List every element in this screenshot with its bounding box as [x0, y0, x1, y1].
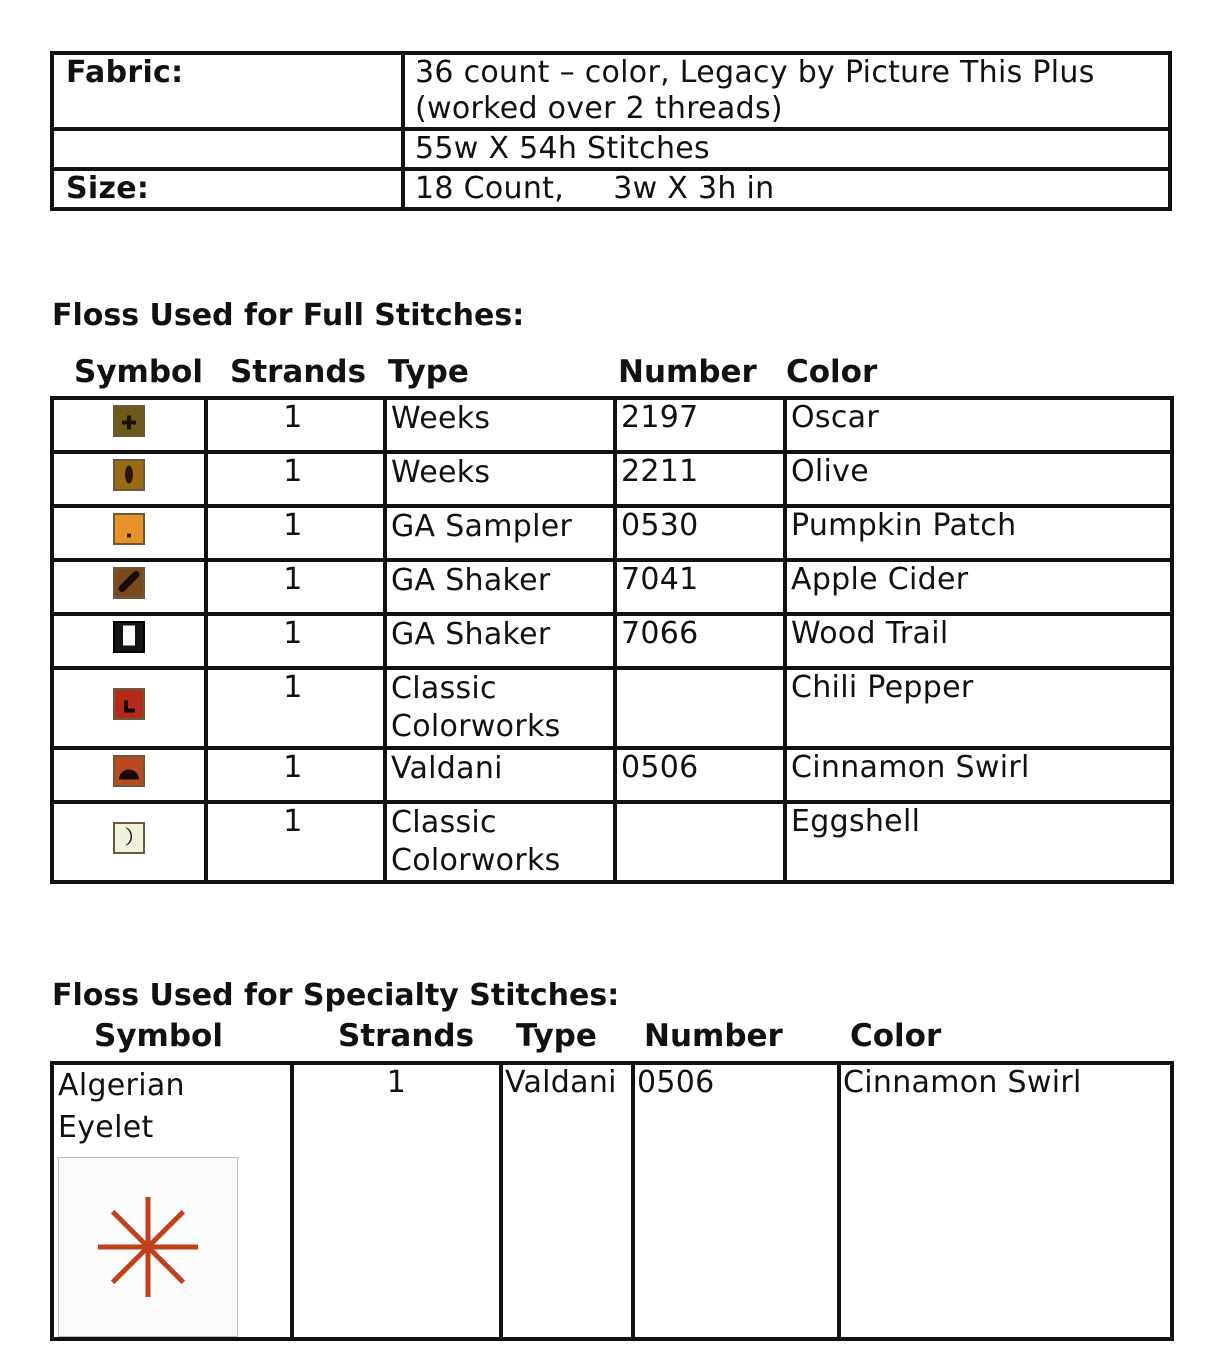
color-cell: Oscar	[785, 398, 1172, 452]
type-line1: Weeks	[391, 455, 491, 490]
color-cell: Chili Pepper	[785, 668, 1172, 748]
strands-cell: 1	[206, 802, 385, 882]
type-line1: Valdani	[391, 751, 503, 786]
spec-type: Valdani	[501, 1063, 633, 1339]
type-cell	[385, 452, 615, 506]
spec-header-type: Type	[516, 1018, 597, 1054]
symbol-cell	[52, 560, 206, 614]
type-cell	[385, 398, 615, 452]
spec-number: 0506	[633, 1063, 839, 1339]
symbol-cell	[52, 668, 206, 748]
slash-icon	[118, 566, 140, 601]
spec-header-strands: Strands	[338, 1018, 475, 1054]
full-header-type: Type	[388, 354, 469, 390]
symbol-swatch	[113, 405, 145, 437]
table-row	[52, 560, 1172, 614]
number-cell	[615, 802, 785, 882]
number-cell: 7066	[615, 614, 785, 668]
square-icon	[122, 620, 136, 655]
type-line1: Weeks	[391, 401, 491, 436]
spec-symbol-line1: Algerian	[58, 1068, 185, 1103]
type-line1: GA Shaker	[391, 617, 551, 652]
size-value: 18 Count, 3w X 3h in	[403, 169, 1170, 209]
spec-header-symbol: Symbol	[94, 1018, 223, 1054]
spec-strands: 1	[292, 1063, 501, 1339]
symbol-cell	[52, 506, 206, 560]
table-row	[52, 398, 1172, 452]
symbol-swatch	[113, 688, 145, 720]
table-row	[52, 748, 1172, 802]
dot-icon	[126, 512, 132, 547]
symbol-cell	[52, 748, 206, 802]
type-line1: Classic	[391, 805, 497, 840]
stitches-row	[52, 129, 1170, 169]
color-cell: Apple Cider	[785, 560, 1172, 614]
algerian-eyelet-icon	[58, 1157, 238, 1337]
fabric-row	[52, 53, 1170, 129]
spec-symbol-cell	[52, 1063, 292, 1339]
strands-cell: 1	[206, 560, 385, 614]
table-row	[52, 614, 1172, 668]
full-header-color: Color	[786, 354, 878, 390]
full-stitches-title: Floss Used for Full Stitches:	[52, 298, 525, 333]
symbol-cell	[52, 614, 206, 668]
symbol-swatch	[113, 567, 145, 599]
table-row	[52, 802, 1172, 882]
fabric-info-table	[50, 51, 1172, 211]
fabric-value-line1: 36 count – color, Legacy by Picture This Plus	[415, 55, 1095, 90]
number-cell: 2211	[615, 452, 785, 506]
size-label: Size:	[52, 169, 403, 209]
strands-cell: 1	[206, 748, 385, 802]
semicircle-icon	[118, 754, 140, 789]
color-cell: Eggshell	[785, 802, 1172, 882]
number-cell: 0530	[615, 506, 785, 560]
full-header-number: Number	[618, 354, 757, 390]
spec-header-number: Number	[644, 1018, 783, 1054]
fabric-value-line2: (worked over 2 threads)	[415, 91, 783, 126]
number-cell: 2197	[615, 398, 785, 452]
fabric-value	[403, 53, 1170, 129]
symbol-swatch	[113, 755, 145, 787]
strands-cell: 1	[206, 506, 385, 560]
type-cell	[385, 748, 615, 802]
specialty-stitches-table	[50, 1061, 1174, 1341]
strands-cell: 1	[206, 398, 385, 452]
stitches-value: 55w X 54h Stitches	[403, 129, 1170, 169]
spec-header-color: Color	[850, 1018, 942, 1054]
symbol-cell	[52, 398, 206, 452]
symbol-cell	[52, 802, 206, 882]
color-cell: Wood Trail	[785, 614, 1172, 668]
strands-cell: 1	[206, 452, 385, 506]
table-row	[52, 506, 1172, 560]
type-line1: Classic	[391, 671, 497, 706]
corner-l-icon	[122, 687, 136, 722]
full-stitches-table	[50, 396, 1174, 884]
specialty-stitches-title: Floss Used for Specialty Stitches:	[52, 978, 620, 1013]
color-cell: Olive	[785, 452, 1172, 506]
type-cell	[385, 506, 615, 560]
number-cell	[615, 668, 785, 748]
full-header-symbol: Symbol	[74, 354, 203, 390]
algerian-eyelet-svg	[59, 1158, 237, 1336]
number-cell: 0506	[615, 748, 785, 802]
stitches-label	[52, 129, 403, 169]
symbol-swatch	[113, 513, 145, 545]
plus-icon	[121, 404, 137, 439]
type-cell	[385, 614, 615, 668]
color-cell: Pumpkin Patch	[785, 506, 1172, 560]
number-cell: 7041	[615, 560, 785, 614]
symbol-swatch	[113, 822, 145, 854]
spec-color: Cinnamon Swirl	[839, 1063, 1172, 1339]
strands-cell: 1	[206, 668, 385, 748]
table-row	[52, 668, 1172, 748]
type-cell	[385, 802, 615, 882]
fabric-label: Fabric:	[52, 53, 403, 129]
type-line2: Colorworks	[391, 709, 561, 744]
strands-cell: 1	[206, 614, 385, 668]
drop-icon	[123, 458, 135, 493]
type-line1: GA Sampler	[391, 509, 573, 544]
symbol-swatch	[113, 621, 145, 653]
full-header-strands: Strands	[230, 354, 367, 390]
size-row	[52, 169, 1170, 209]
symbol-cell	[52, 452, 206, 506]
color-cell: Cinnamon Swirl	[785, 748, 1172, 802]
type-line2: Colorworks	[391, 843, 561, 878]
table-row	[52, 1063, 1172, 1339]
type-line1: GA Shaker	[391, 563, 551, 598]
symbol-swatch	[113, 459, 145, 491]
table-row	[52, 452, 1172, 506]
crescent-icon	[121, 821, 137, 856]
spec-symbol-line2: Eyelet	[58, 1110, 154, 1145]
type-cell	[385, 560, 615, 614]
type-cell	[385, 668, 615, 748]
